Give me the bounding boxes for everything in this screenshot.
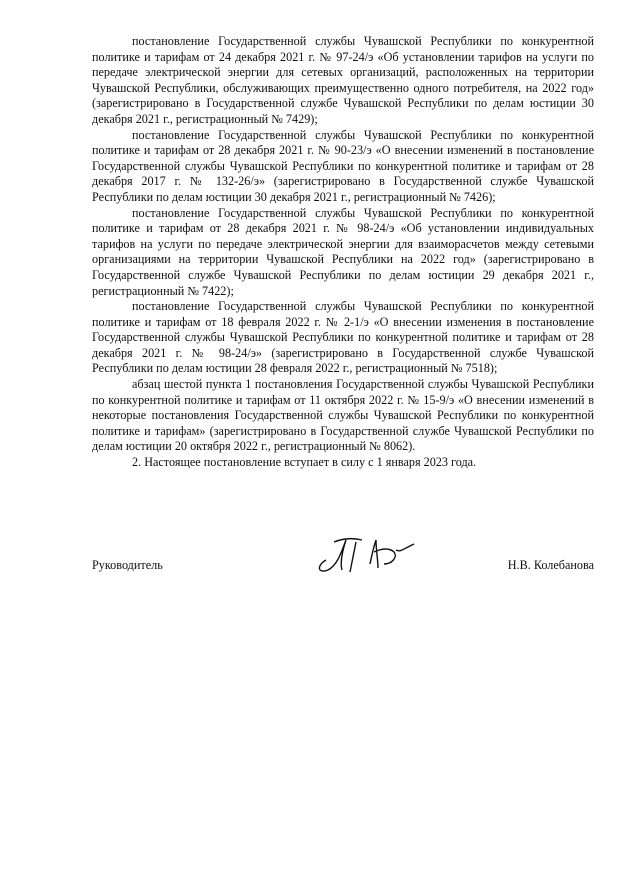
paragraph-resolution-98-24: постановление Государственной службы Чувашской Республики по конкурентной политике и тарифам от 28 декабря 2021 г. № 98-24/э «Об установлении индивидуальных тарифов на услуги по передаче электрической энергии для взаиморасчетов между сетевыми организациями на территории Чувашской Республики на 2022 год» (зарегистрировано в Государственной службе Чувашской Республики по делам юстиции 29 декабря 2021 г., регистрационный № 7422); [92,205,594,298]
document-body [92,34,594,471]
signatory-title: Руководитель [92,558,163,572]
paragraph-resolution-15-9: абзац шестой пункта 1 постановления Государственной службы Чувашской Республики по конкурентной политике и тарифам от 11 октября 2022 г. № 15-9/э «О внесении изменений в некоторые постановления Государственной службы Чувашской Республики по конкурентной политике и тарифам» (зарегистрировано в Государственной службе Чувашской Республики по делам юстиции 20 октября 2022 г., регистрационный № 8062). [92,377,594,454]
signature-block [92,530,594,590]
paragraph-effective-date: 2. Настоящее постановление вступает в силу с 1 января 2023 года. [132,455,477,470]
signatory-name: Н.В. Колебанова [507,558,594,572]
paragraph-resolution-2-1: постановление Государственной службы Чувашской Республики по конкурентной политике и тарифам от 18 февраля 2022 г. № 2-1/э «О внесении изменения в постановление Государственной службы Чувашской Республики по конкурентной политике и тарифам от 28 декабря 2021 г. № 98-24/э» (зарегистрировано в Государственной службе Чувашской Республики по делам юстиции 28 февраля 2022 г., регистрационный № 7518); [92,299,594,376]
paragraph-resolution-90-23: постановление Государственной службы Чувашской Республики по конкурентной политике и тарифам от 28 декабря 2021 г. № 90-23/э «О внесении изменений в постановление Государственной службы Чувашской Республики по конкурентной политике и тарифам от 28 декабря 2017 г. № 132-26/э» (зарегистрировано в Государственной службе Чувашской Республики по делам юстиции 30 декабря 2021 г., регистрационный № 7426); [92,127,594,204]
handwritten-signature [312,530,422,576]
paragraph-resolution-97-24: постановление Государственной службы Чувашской Республики по конкурентной политике и тарифам от 24 декабря 2021 г. № 97-24/э «Об установлении тарифов на услуги по передаче электрической энергии для сетевых организаций, расположенных на территории Чувашской Республики, обслуживающих преимущественно одного потребителя, на 2022 год» (зарегистрировано в Государственной службе Чувашской Республики по делам юстиции 30 декабря 2021 г., регистрационный № 7429); [92,34,594,126]
